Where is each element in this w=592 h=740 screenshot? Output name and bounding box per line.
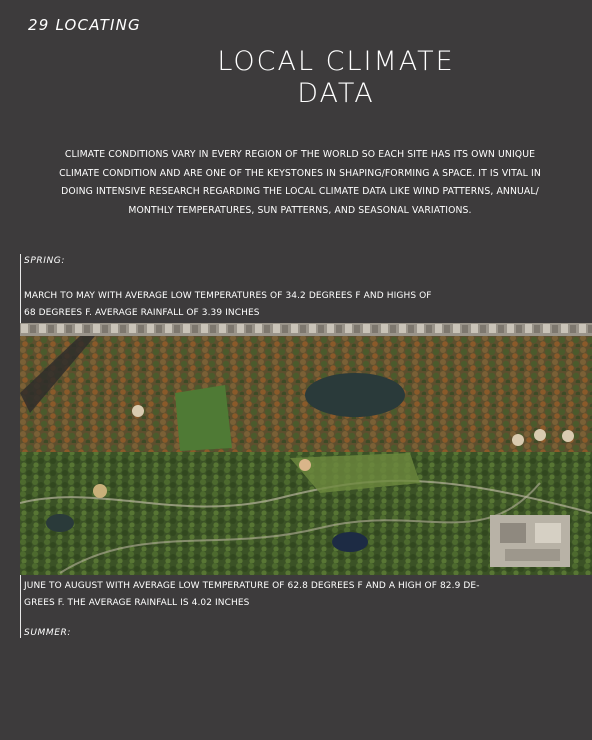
page-number: 29 LOCATING bbox=[28, 16, 141, 34]
page-title bbox=[0, 46, 592, 110]
aerial-park-photo-graphic bbox=[20, 323, 592, 575]
spring-line-2: 68 DEGREES F. AVERAGE RAINFALL OF 3.39 INCHES bbox=[24, 308, 260, 318]
intro-line-4: MONTHLY TEMPERATURES, SUN PATTERNS, AND SEASONAL VARIATIONS. bbox=[128, 204, 472, 216]
summer-line-1: JUNE TO AUGUST WITH AVERAGE LOW TEMPERATURE OF 62.8 DEGREES F AND A HIGH OF 82.9 DE- bbox=[24, 581, 480, 591]
page-title-line-2: DATA bbox=[297, 78, 375, 109]
summer-paragraph bbox=[24, 578, 569, 612]
summer-label: SUMMER: bbox=[24, 628, 72, 638]
spring-label: SPRING: bbox=[24, 256, 65, 266]
intro-paragraph bbox=[30, 146, 570, 220]
spring-line-1: MARCH TO MAY WITH AVERAGE LOW TEMPERATURES OF 34.2 DEGREES F AND HIGHS OF bbox=[24, 291, 432, 301]
page-title-line-1: LOCAL CLIMATE bbox=[217, 46, 455, 77]
intro-line-1: CLIMATE CONDITIONS VARY IN EVERY REGION OF THE WORLD SO EACH SITE HAS ITS OWN UNIQUE bbox=[64, 149, 536, 160]
intro-line-2: CLIMATE CONDITION AND ARE ONE OF THE KEYSTONES IN SHAPING/FORMING A SPACE. IT IS VITAL IN bbox=[59, 167, 541, 179]
aerial-park-photo bbox=[20, 323, 592, 575]
intro-line-3: DOING INTENSIVE RESEARCH REGARDING THE LOCAL CLIMATE DATA LIKE WIND PATTERNS, ANNUAL/ bbox=[61, 186, 539, 197]
summer-line-2: GREES F. THE AVERAGE RAINFALL IS 4.02 INCHES bbox=[24, 598, 250, 608]
spring-paragraph bbox=[24, 288, 569, 322]
